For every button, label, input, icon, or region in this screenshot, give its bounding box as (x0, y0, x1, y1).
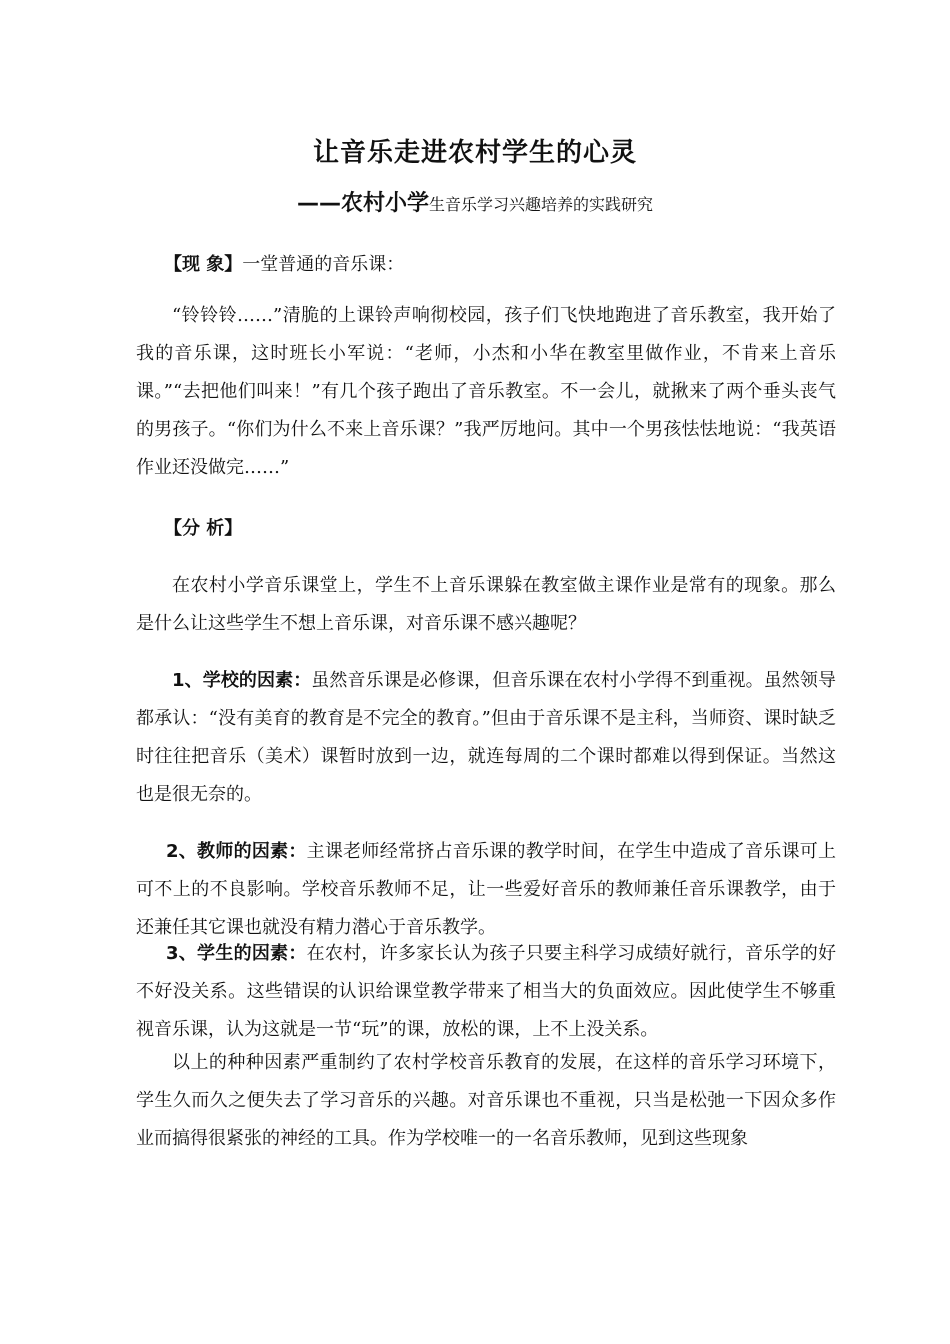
factor2-text: 主课老师经常挤占音乐课的教学时间，在学生中造成了音乐课可上可不上的不良影响。学校音乐教师不足，让一些爱好音乐的教师兼任音乐课教学，由于还兼任其它课也就没有精力潜心于音乐教学。 (136, 841, 837, 938)
subtitle-rest: 生音乐学习兴趣培养的实践研究 (429, 195, 654, 214)
analysis-label: 【分 析】 (164, 518, 243, 539)
subtitle-bold: ——农村小学 (296, 191, 429, 216)
factor2-label: 2、教师的因素： (166, 841, 307, 862)
document-subtitle (0, 186, 950, 217)
factor3-label: 3、学生的因素： (166, 943, 307, 964)
factor2-paragraph (136, 833, 836, 947)
factor1-text: 虽然音乐课是必修课，但音乐课在农村小学得不到重视。虽然领导都承认：“没有美育的教育是不完全的教育。”但由于音乐课不是主科，当师资、课时缺乏时往往把音乐（美术）课暂时放到一边，就连每周的二个课时都难以得到保证。当然这也是很无奈的。 (136, 670, 836, 805)
factor1-label: 1、学校的因素： (172, 670, 312, 691)
phenomenon-heading (164, 250, 404, 276)
phenomenon-text: 一堂普通的音乐课： (242, 254, 405, 275)
factor3-text: 在农村，许多家长认为孩子只要主科学习成绩好就行，音乐学的好不好没关系。这些错误的认识给课堂教学带来了相当大的负面效应。因此使学生不够重视音乐课，认为这就是一节“玩”的课，放松的课，上不上没关系。 (136, 943, 837, 1040)
phenomenon-label: 【现 象】 (164, 254, 243, 275)
conclusion-paragraph: 以上的种种因素严重制约了农村学校音乐教育的发展，在这样的音乐学习环境下，学生久而久之便失去了学习音乐的兴趣。对音乐课也不重视，只当是松弛一下因众多作业而搞得很紧张的神经的工具。作为学校唯一的一名音乐教师，见到这些现象 (136, 1052, 836, 1149)
factor1-paragraph (136, 662, 836, 814)
factor3-paragraph (136, 935, 836, 1049)
document-title: 让音乐走进农村学生的心灵 (312, 138, 637, 168)
analysis-intro-paragraph: 在农村小学音乐课堂上，学生不上音乐课躲在教室做主课作业是常有的现象。那么是什么让这些学生不想上音乐课，对音乐课不感兴趣呢？ (136, 575, 836, 634)
story-paragraph: “铃铃铃……”清脆的上课铃声响彻校园，孩子们飞快地跑进了音乐教室，我开始了我的音乐课，这时班长小军说：“老师，小杰和小华在教室里做作业，不肯来上音乐课。”“去把他们叫来！”有几个孩子跑出了音乐教室。不一会儿，就揪来了两个垂头丧气的男孩子。“你们为什么不来上音乐课？”我严厉地问。其中一个男孩怯怯地说：“我英语作业还没做完……” (136, 305, 836, 478)
analysis-heading (164, 514, 242, 540)
